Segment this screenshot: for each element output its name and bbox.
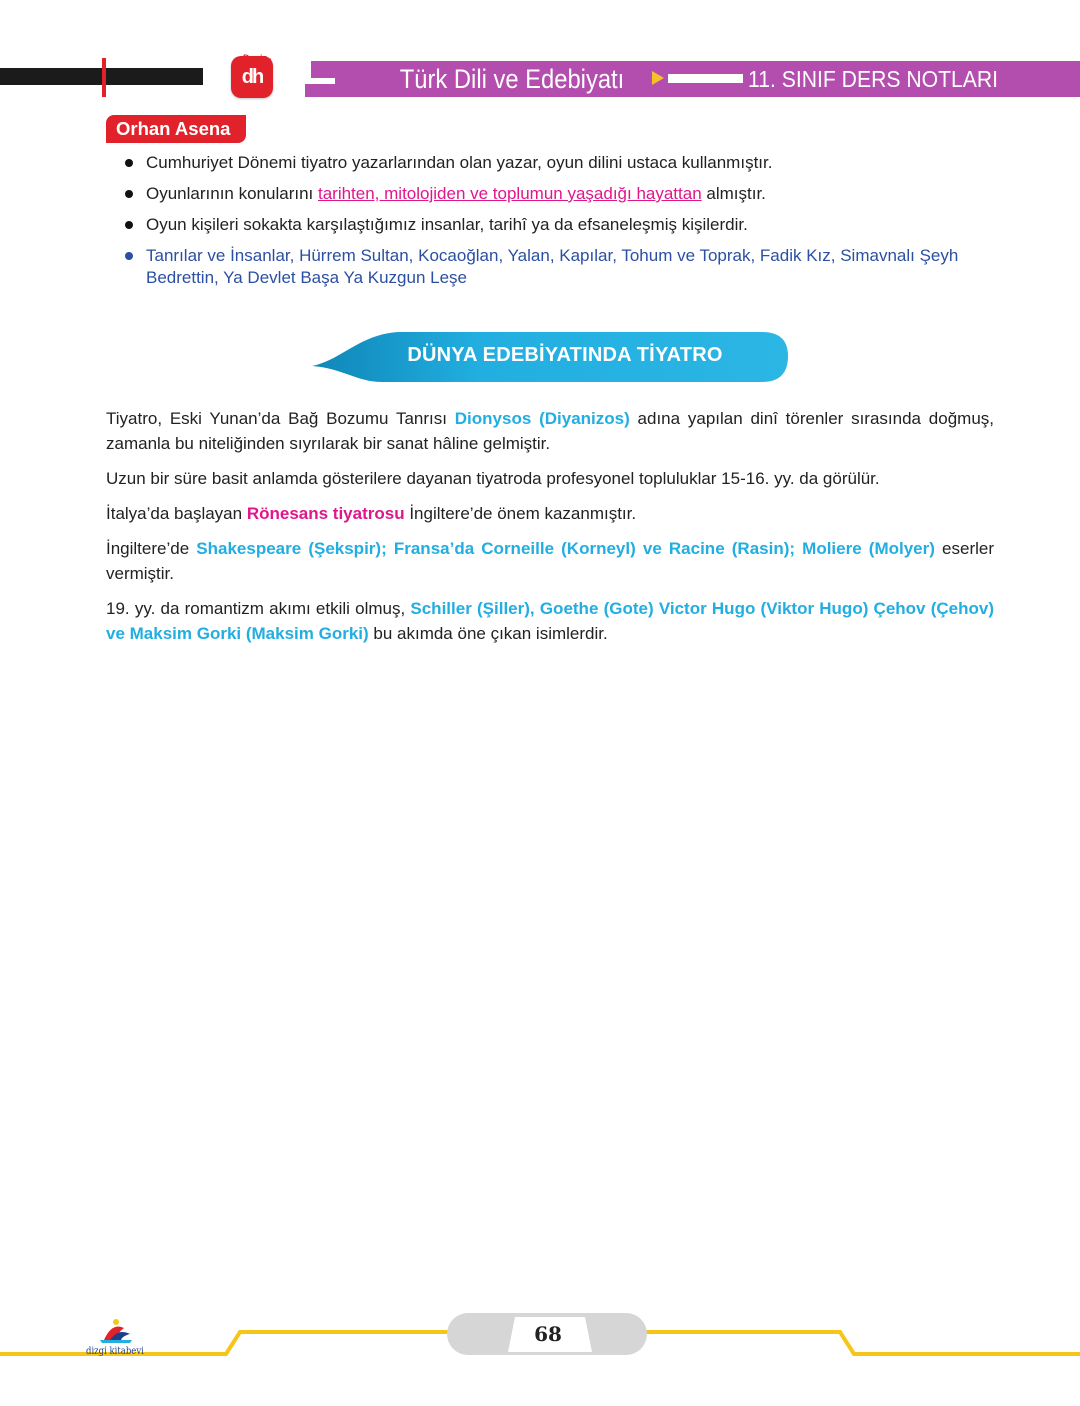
brand-name-top: Deniz xyxy=(243,53,268,63)
paragraph: 19. yy. da romantizm akımı etkili olmuş, Schiller (Şiller), Goethe (Gote) Victor Hugo (Viktor Hugo) Çehov (Çehov) ve Maksim Gorki (Maksim Gorki) bu akımda öne çıkan isimlerdir. xyxy=(106,599,994,643)
list-item-works: Tanrılar ve İnsanlar, Hürrem Sultan, Kocaoğlan, Yalan, Kapılar, Tohum ve Toprak, Fadik Kız, Simavnalı Şeyh Bedrettin, Ya Devlet Başa Ya Kuzgun Leşe xyxy=(118,245,998,289)
publisher-name: dizgi kitabevi xyxy=(86,1346,144,1357)
brand-name-side: Hoca xyxy=(264,58,273,78)
header-divider-line xyxy=(668,74,743,83)
publisher-logo-icon xyxy=(100,1319,132,1343)
paragraph: İtalya’da başlayan Rönesans tiyatrosu İngiltere’de önem kazanmıştır. xyxy=(106,504,637,523)
list-item: Oyun kişileri sokakta karşılaştığımız insanlar, tarihî ya da efsaneleşmiş kişilerdir. xyxy=(118,214,998,236)
play-arrow-icon xyxy=(652,71,664,85)
brand-logo-letters: dh xyxy=(241,66,263,88)
list-item: Oyunlarının konularını tarihten, mitolojiden ve toplumun yaşadığı hayattan almıştır. xyxy=(118,183,998,205)
paragraph: Uzun bir süre basit anlamda gösterilere dayanan tiyatroda profesyonel topluluklar 15-16. yy. da görülür. xyxy=(106,469,880,488)
paragraph: İngiltere’de Shakespeare (Şekspir); Fransa’da Corneille (Korneyl) ve Racine (Rasin); Moliere (Molyer) eserler vermiştir. xyxy=(106,539,995,583)
list-item: Cumhuriyet Dönemi tiyatro yazarlarından olan yazar, oyun dilini ustaca kullanmıştır. xyxy=(118,152,998,174)
page-number: 68 xyxy=(534,1322,562,1346)
book-subtitle: 11. SINIF DERS NOTLARI xyxy=(748,66,999,92)
header-red-tick xyxy=(102,58,106,97)
book-title: Türk Dili ve Edebiyatı xyxy=(399,64,625,94)
highlight-text: tarihten, mitolojiden ve toplumun yaşadığı hayattan xyxy=(317,184,702,203)
author-tag: Orhan Asena xyxy=(106,115,246,143)
paragraph: Tiyatro, Eski Yunan’da Bağ Bozumu Tanrısı Dionysos (Diyanizos) adına yapılan dinî törenler sırasında doğmuş, zamanla bu niteliğinden sıyrılarak bir sanat hâline gelmiştir. xyxy=(106,409,994,453)
content-paragraphs xyxy=(106,406,994,656)
author-bullet-list xyxy=(118,152,998,298)
section-title: DÜNYA EDEBİYATINDA TİYATRO xyxy=(407,344,723,366)
header-bar-hook-vertical xyxy=(305,61,311,84)
